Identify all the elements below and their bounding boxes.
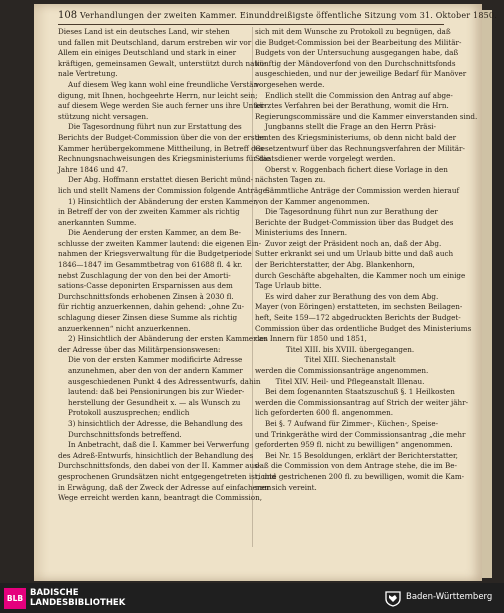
text-line: denten des Kriegsministeriums, ob denn nicht bald der	[255, 132, 457, 142]
page-header	[58, 10, 497, 24]
text-line: der Adresse über das Militärpensionswesen:	[58, 344, 221, 354]
text-line: vorgesehen werde.	[255, 79, 325, 89]
column-gutter	[252, 27, 253, 547]
text-line: 2) Hinsichtlich der Abänderung der ersten Kammer an	[68, 334, 268, 344]
text-line: Ministeriums des Innern.	[255, 228, 348, 238]
text-line: Jungbanns stellt die Frage an den Herrn Präsi-	[265, 122, 436, 132]
text-line: Oberst v. Roggenbach fichert diese Vorlage in den	[265, 164, 448, 174]
library-name-line2: LANDESBIBLIOTHEK	[30, 598, 126, 608]
text-line: ausgeschieden, und nur der jeweilige Bedarf für Manöver	[255, 69, 467, 79]
text-line: Mayer (von Eöringen) erstatteten, im sechsten Beilagen-	[255, 302, 463, 312]
text-line: Kammer herübergekommene Mittheilung, in Betreff des	[58, 143, 264, 153]
text-line: Protokoll auszusprechen; endlich	[68, 408, 190, 418]
text-line: der Berichterstatter, der Abg. Blankenhorn,	[255, 260, 415, 270]
text-line: Staatsdiener werde vorgelegt werden.	[255, 154, 396, 164]
text-line: lich und stellt Namens der Commission folgende Anträge:	[58, 185, 270, 195]
text-line: Titel XIII. bis XVIII. übergegangen.	[285, 344, 415, 354]
text-line: Es wird daher zur Berathung des von dem Abg.	[265, 291, 439, 301]
text-line: von der Kammer angenommen.	[255, 196, 370, 206]
page-number: 108	[58, 10, 78, 21]
text-line: Die von der ersten Kammer modificirte Adresse	[68, 355, 243, 365]
text-line: für richtig anzuerkennen, dahin gehend: „ohne Zu-	[58, 302, 245, 312]
text-line: des Adreß-Entwurfs, hinsichtlich der Behandlung des	[58, 450, 254, 460]
page-edge	[482, 10, 492, 578]
text-line: ausgeschiedenen Punkt 4 des Adressentwurfs, dahin	[68, 376, 261, 386]
text-line: Sämmtliche Anträge der Commission werden hierauf	[265, 185, 460, 195]
text-line: anzuerkennen“ nicht anzuerkennen.	[58, 323, 191, 333]
text-line: lich geforderten 600 fl. angenommen.	[255, 408, 394, 418]
text-line: Durchschnittsfonds erhobenen Zinsen à 2030 fl.	[58, 291, 234, 301]
text-line: kürztes Verfahren bei der Berathung, womit die Hrn.	[255, 101, 449, 111]
text-line: Sutter erkrankt sei und um Urlaub bitte und daß auch	[255, 249, 454, 259]
text-line: Wege erreicht werden kann, beantragt die Commission,	[58, 493, 263, 503]
text-line: Die Aenderung der ersten Kammer, an dem Be-	[68, 228, 241, 238]
text-line: sich mit dem Wunsche zu Protokoll zu begnügen, daß	[255, 27, 451, 36]
text-line: Berichte der Budget-Commission über das Budget des	[255, 217, 454, 227]
text-line: daß die Commission von dem Antrage stehe, die im Be-	[255, 461, 457, 471]
text-line: Bei dem ſogenannten Staatszuschuß §. 1 Heilkosten	[265, 387, 455, 397]
text-line: 1846—1847 im Gesammtbetrag von 61688 fl. 4 kr.	[58, 260, 243, 270]
text-line: kräftigen, gemeinsamen Gewalt, unterstützt durch natio-	[58, 58, 267, 68]
text-line: nebst Zuschlagung der von den bei der Amorti-	[58, 270, 231, 280]
text-line: herstellung der Gesundheit x. — als Wunsch zu	[68, 397, 241, 407]
text-line: nächsten Tagen zu.	[255, 175, 326, 185]
text-line: gesprochenen Grundsätzen nicht entgegengetreten ist, und	[58, 471, 277, 481]
header-rule	[58, 24, 444, 25]
text-line: 3) hinsichtlich der Adresse, die Behandlung des	[68, 418, 243, 428]
text-line: Berichts der Budget-Commission über die von der ersten	[58, 132, 267, 142]
text-line: anzunehmen, aber den von der andern Kammer	[68, 366, 243, 375]
text-line: Budgets von der Untersuchung ausgegangen habe, daß	[255, 48, 459, 58]
text-line: lautend: daß bei Pensionirungen bis zur Wieder-	[68, 387, 245, 397]
text-line: Dieses Land ist ein deutsches Land, wir stehen	[58, 27, 230, 36]
text-line: sations-Casse deponirten Ersparnissen aus dem	[58, 281, 233, 291]
text-line: Regierungscommissäre und die Kammer einverstanden sind.	[255, 111, 478, 121]
state-name[interactable]: Baden-Württemberg	[406, 592, 493, 602]
text-line: Der Abg. Hoffmann erstattet diesen Bericht münd-	[68, 175, 254, 185]
text-line: Durchschnittsfonds betreffend.	[68, 429, 182, 439]
right-text-column	[255, 27, 478, 493]
text-line: nahmen der Kriegsverwaltung für die Budgetperiode	[58, 249, 252, 259]
text-line: schlusse der zweiten Kammer lautend: die eigenen Ein-	[58, 238, 262, 248]
text-line: die Budget-Commission bei der Bearbeitung des Militär-	[255, 37, 462, 47]
text-line: Titel XIV. Heil- und Pflegeanstalt Illenau.	[275, 376, 425, 386]
text-line: in Betreff der von der zweiten Kammer als richtig	[58, 207, 240, 217]
text-line: in Erwägung, daß der Zweck der Adresse auf einfacherem	[58, 482, 272, 492]
text-line: Titel XIII. Siechenanstalt	[304, 355, 396, 365]
text-line: Gesetzentwurf über das Rechnungsverfahren der Militär-	[255, 143, 465, 153]
text-line: heft, Seite 159—172 abgedruckten Berichts der Budget-	[255, 313, 461, 323]
text-line: Die Tagesordnung führt nun zur Erstattung des	[68, 122, 242, 132]
text-line: 1) Hinsichtlich der Abänderung der ersten Kammer,	[68, 196, 259, 206]
text-line: Allem ein einiges Deutschland und stark in einer	[58, 48, 237, 58]
blb-logo[interactable]: BLB	[4, 588, 26, 609]
text-line: Commission über das ordentliche Budget des Ministeriums	[255, 323, 472, 333]
text-line: nale Vertretung.	[58, 69, 118, 79]
library-name-line1: BADISCHE	[30, 588, 79, 598]
text-line: Die Tagesordnung führt nun zur Berathung der	[265, 207, 438, 217]
text-line: Durchschnittsfonds, den dabei von der II. Kammer aus-	[58, 461, 261, 471]
text-line: und Trinkgeräthe wird der Commissionsantrag „die mehr	[255, 429, 466, 439]
running-head: Verhandlungen der zweiten Kammer. Einunddreißigste öffentliche Sitzung vom 31. Oktober 1850.	[80, 11, 497, 20]
text-line: künftig der Mändoverfond von den Durchschnittsfonds	[255, 58, 456, 68]
text-line: werden die Commissionsanträge angenommen.	[255, 366, 429, 375]
text-line: Bei §. 7 Aufwand für Zimmer-, Küchen-, Speise-	[265, 418, 439, 428]
text-line: mer sich vereint.	[255, 482, 317, 492]
text-line: und fallen mit Deutschland, darum erstreben wir vor	[58, 37, 252, 47]
text-line: auf diesem Wege werden Sie auch ferner uns ihre Unter-	[58, 101, 267, 111]
text-line: digung, mit Ihnen, hochgeehrte Herrn, nur leicht sein;	[58, 90, 258, 100]
text-line: werden die Commissionsantrag auf Strich der weiter jähr-	[255, 397, 469, 407]
text-line: richte gestrichenen 200 fl. zu bewilligen, womit die Kam-	[255, 471, 465, 481]
text-line: durch Geschäfte abgehalten, die Kammer noch um einige	[255, 270, 466, 280]
text-line: geforderten 959 fl. nicht zu bewilligen“ angenommen.	[255, 440, 453, 450]
text-line: In Anbetracht, daß die I. Kammer bei Verwerfung	[68, 440, 250, 450]
baden-wuerttemberg-lion-icon[interactable]	[384, 589, 402, 607]
text-line: Auf diesem Weg kann wohl eine freundliche Verstän-	[68, 79, 261, 89]
text-line: stützung nicht versagen.	[58, 111, 149, 121]
left-text-column	[58, 27, 277, 504]
text-line: anerkannten Summe.	[58, 217, 137, 227]
text-line: Tage Urlaub bitte.	[255, 281, 322, 291]
text-line: Endlich stellt die Commission den Antrag auf abge-	[265, 90, 453, 100]
footer-bar	[0, 583, 504, 613]
library-name[interactable]	[30, 588, 125, 608]
text-line: des Innern für 1850 und 1851,	[255, 334, 367, 344]
text-line: Jahre 1846 und 47.	[58, 164, 128, 174]
text-line: Rechnungsnachweisungen des Kriegsministeriums für die	[58, 154, 271, 164]
text-line: schlagung dieser Zinsen diese Summe als richtig	[58, 313, 238, 323]
text-line: Bei Nr. 15 Besoldungen, erklärt der Berichterstatter,	[265, 450, 458, 460]
text-line: Zuvor zeigt der Präsident noch an, daß der Abg.	[265, 238, 442, 248]
